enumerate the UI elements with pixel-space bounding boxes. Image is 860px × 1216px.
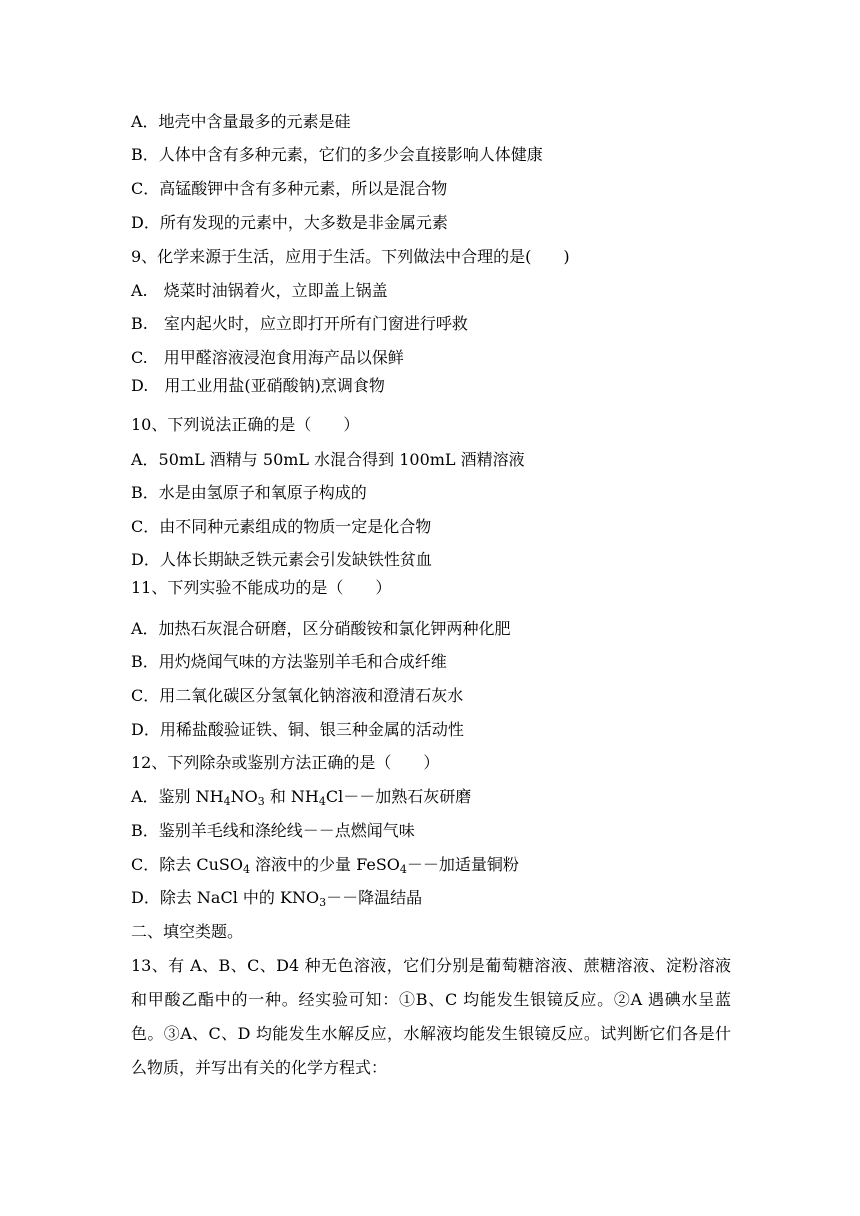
q9-option-a: A. 烧菜时油锅着火，立即盖上锅盖 [131, 281, 388, 300]
q12-option-a: A．鉴别 $NH_4NO_3$ 和 $NH_4Cl--$加熟石灰研磨 [131, 787, 472, 808]
q13-paragraph: 13、有 A、B、C、D4 种无色溶液，它们分别是葡萄糖溶液、蔗糖溶液、淀粉溶液和甲酸乙酯中的一种。经实验可知：①B、C 均能发生银镜反应。②A 遇碘水呈蓝色。③A、C、D 均能发生水解反应，水解液均能发生银镜反应。试判断它们各是什么物质，并写出有关的化学方程式： [131, 956, 731, 1077]
q8-option-c: C．高锰酸钾中含有多种元素，所以是混合物 [131, 179, 448, 198]
q11-option-b: B．用灼烧闻气味的方法鉴别羊毛和合成纤维 [131, 652, 447, 671]
q9-stem: 9、化学来源于生活，应用于生活。下列做法中合理的是( ) [131, 247, 570, 266]
q10-option-a: A．50mL 酒精与 50mL 水混合得到 100mL 酒精溶液 [131, 450, 525, 469]
section-heading: 二、填空类题。 [131, 922, 244, 941]
q8-option-a: A．地壳中含量最多的元素是硅 [131, 112, 351, 131]
q9-option-c: C. 用甲醛溶液浸泡食用海产品以保鲜 [131, 348, 404, 367]
q10-option-d: D．人体长期缺乏铁元素会引发缺铁性贫血 [131, 550, 432, 569]
q11-option-c: C．用二氧化碳区分氢氧化钠溶液和澄清石灰水 [131, 686, 464, 705]
q10-option-b: B．水是由氢原子和氧原子构成的 [131, 483, 367, 502]
q11-option-d: D．用稀盐酸验证铁、铜、银三种金属的活动性 [131, 720, 464, 739]
q9-option-d: D. 用工业用盐(亚硝酸钠)烹调食物 [131, 376, 385, 395]
q12-option-d: D．除去 NaCl 中的 $KNO_3--$降温结晶 [131, 888, 423, 909]
q8-option-b: B．人体中含有多种元素，它们的多少会直接影响人体健康 [131, 145, 543, 164]
q8-option-d: D．所有发现的元素中，大多数是非金属元素 [131, 213, 448, 232]
q12-stem: 12、下列除杂或鉴别方法正确的是（ ） [131, 753, 440, 772]
q12-option-b: B．鉴别羊毛线和涤纶线－－点燃闻气味 [131, 821, 415, 840]
q11-stem: 11、下列实验不能成功的是（ ） [131, 578, 392, 597]
q12-option-c: C．除去 CuSO$_4$ 溶液中的少量 FeSO$_4$－－加适量铜粉 [131, 855, 519, 876]
q10-stem: 10、下列说法正确的是（ ） [131, 415, 360, 434]
q11-option-a: A．加热石灰混合研磨，区分硝酸铵和氯化钾两种化肥 [131, 619, 511, 638]
q9-option-b: B. 室内起火时，应立即打开所有门窗进行呼救 [131, 314, 468, 333]
q10-option-c: C．由不同种元素组成的物质一定是化合物 [131, 517, 432, 536]
